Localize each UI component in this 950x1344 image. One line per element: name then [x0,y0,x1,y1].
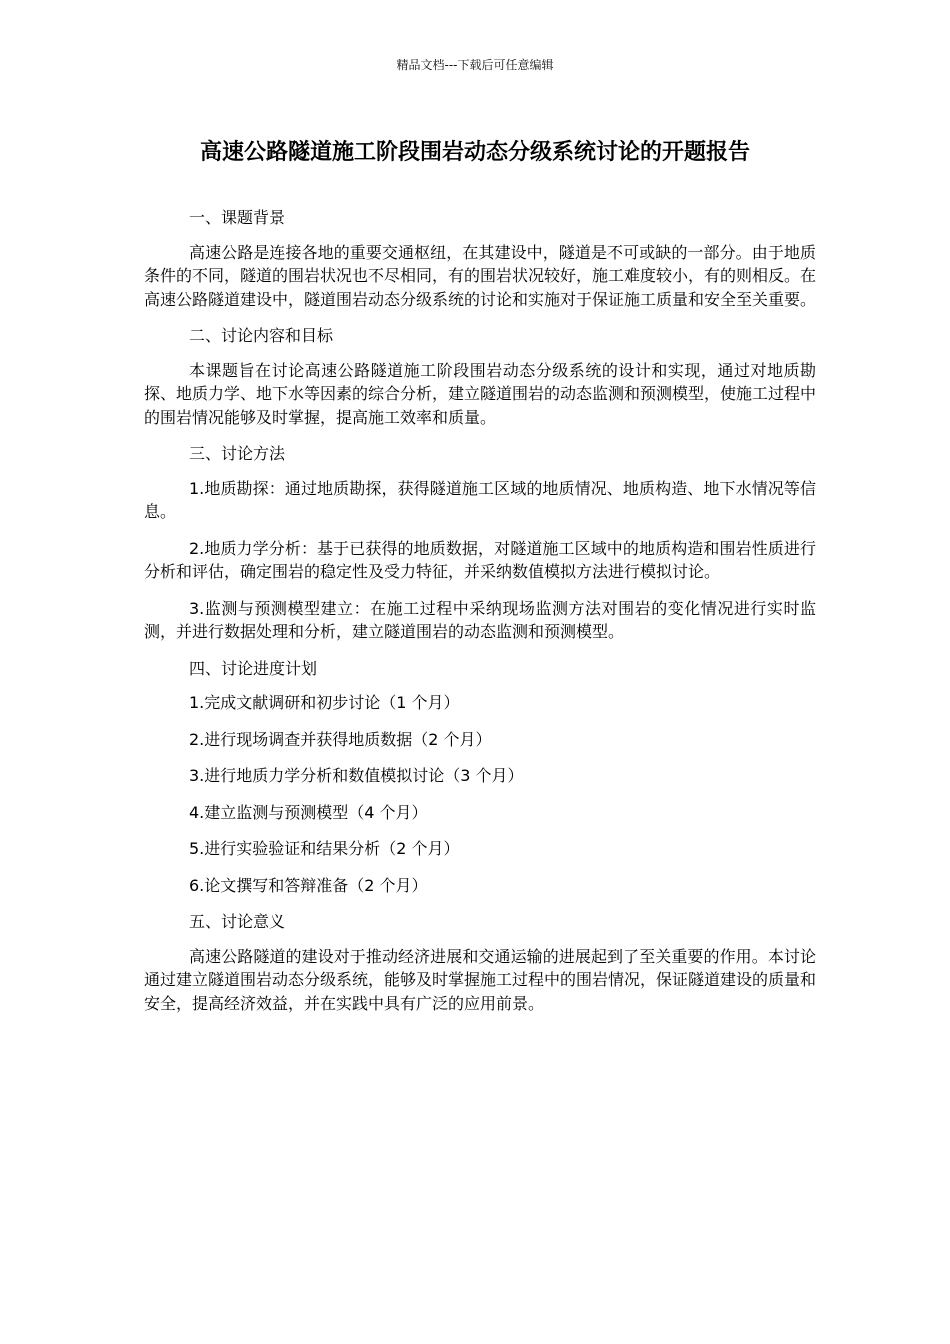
schedule-item: 6.论文撰写和答辩准备（2 个月） [189,875,428,895]
section-heading: 一、课题背景 [189,208,286,227]
section-methods [144,442,816,644]
schedule-item: 5.进行实验验证和结果分析（2 个月） [189,839,460,858]
schedule-item: 4.建立监测与预测模型（4 个月） [189,802,428,822]
section-significance [144,910,816,1015]
section-background [144,206,816,311]
paragraph: 高速公路隧道的建设对于推动经济进展和交通运输的进展起到了至关重要的作用。本讨论通过建立隧道围岩动态分级系统，能够及时掌握施工过程中的围岩情况，保证隧道建设的质量和安全，提高经济效益，并在实践中具有广泛的应用前景。 [144,946,817,1013]
paragraph: 3.监测与预测模型建立：在施工过程中采纳现场监测方法对围岩的变化情况进行实时监测，并进行数据处理和分析，建立隧道围岩的动态监测和预测模型。 [144,598,816,641]
section-schedule [144,657,816,898]
document-title: 高速公路隧道施工阶段围岩动态分级系统讨论的开题报告 [199,140,750,165]
paragraph: 本课题旨在讨论高速公路隧道施工阶段围岩动态分级系统的设计和实现，通过对地质勘探、地质力学、地下水等因素的综合分析，建立隧道围岩的动态监测和预测模型，使施工过程中的围岩情况能够及时掌握，提高施工效率和质量。 [144,360,817,427]
section-heading: 四、讨论进度计划 [189,658,318,678]
document-body [144,206,816,1028]
section-heading: 二、讨论内容和目标 [189,326,334,345]
section-heading: 五、讨论意义 [189,912,286,931]
header-note: 精品文档---下载后可任意编辑 [396,58,554,72]
schedule-item: 2.进行现场调查并获得地质数据（2 个月） [189,729,492,749]
paragraph: 2.地质力学分析：基于已获得的地质数据，对隧道施工区域中的地质构造和围岩性质进行分析和评估，确定围岩的稳定性及受力特征，并采纳数值模拟方法进行模拟讨论。 [144,538,816,581]
schedule-item: 3.进行地质力学分析和数值模拟讨论（3 个月） [189,766,524,785]
schedule-item: 1.完成文献调研和初步讨论（1 个月） [189,693,460,712]
paragraph: 高速公路是连接各地的重要交通枢纽，在其建设中，隧道是不可或缺的一部分。由于地质条件的不同，隧道的围岩状况也不尽相同，有的围岩状况较好，施工难度较小，有的则相反。在高速公路隧道建设中，隧道围岩动态分级系统的讨论和实施对于保证施工质量和安全至关重要。 [144,242,817,309]
section-heading: 三、讨论方法 [189,444,286,463]
paragraph: 1.地质勘探：通过地质勘探，获得隧道施工区域的地质情况、地质构造、地下水情况等信息。 [144,478,816,521]
section-content-and-goals [144,324,816,429]
